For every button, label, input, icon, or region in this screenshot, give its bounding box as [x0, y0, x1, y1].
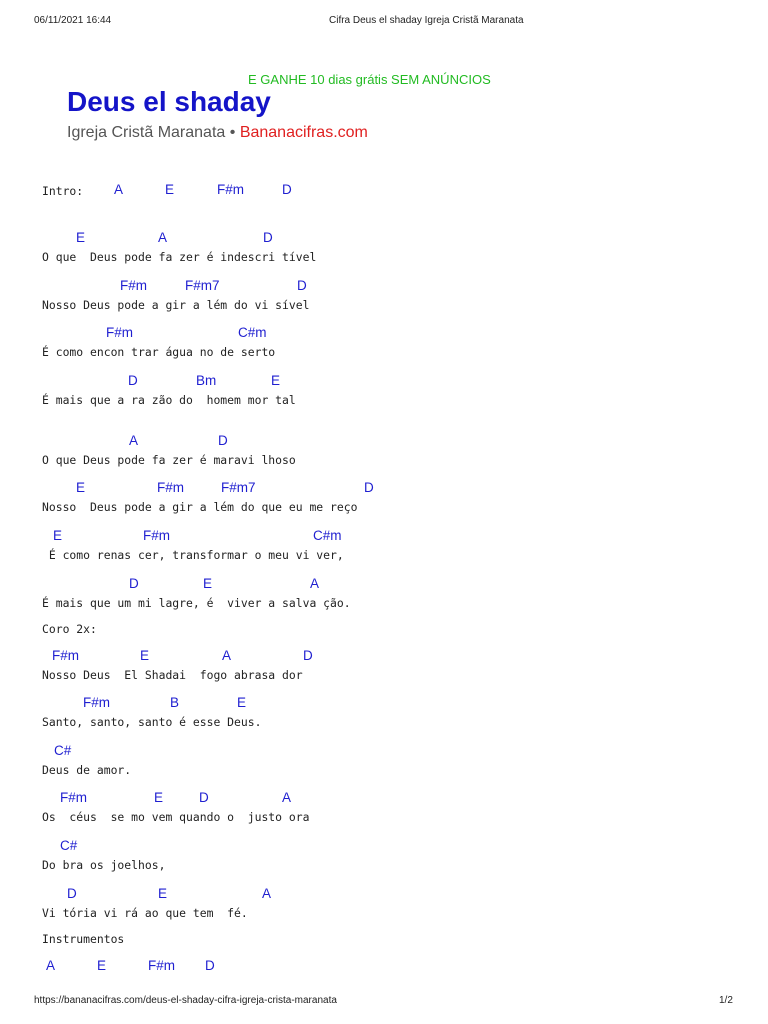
chord: F#m — [143, 528, 170, 543]
chord: D — [282, 182, 292, 197]
lyric-line: Santo, santo, santo é esse Deus. — [42, 715, 262, 729]
chord: F#m — [83, 695, 110, 710]
lyric-line: Nosso Deus El Shadai fogo abrasa dor — [42, 668, 303, 682]
chord: F#m7 — [185, 278, 220, 293]
chord: C# — [60, 838, 78, 853]
lyric-line: É como renas cer, transformar o meu vi ver, — [42, 548, 344, 562]
artist-name[interactable]: Igreja Cristã Maranata — [67, 124, 226, 141]
chord: D — [297, 278, 307, 293]
footer-url[interactable]: https://bananacifras.com/deus-el-shaday-cifra-igreja-crista-maranata — [34, 995, 337, 1006]
song-title: Deus el shaday — [67, 86, 271, 117]
chord: E — [271, 373, 281, 388]
chord: D — [218, 433, 228, 448]
chord: E — [203, 576, 213, 591]
chord: F#m — [52, 648, 79, 663]
chord: D — [205, 958, 215, 973]
chord: E — [76, 480, 86, 495]
lyric-line: Nosso Deus pode a gir a lém do que eu me reço — [42, 500, 358, 514]
chord: A — [222, 648, 232, 663]
chord: D — [67, 886, 77, 901]
print-doc-title: Cifra Deus el shaday Igreja Cristã Maranata — [329, 15, 524, 26]
lyric-line: O que Deus pode fa zer é indescri tível — [42, 250, 317, 264]
chord: F#m7 — [221, 480, 256, 495]
chord: A — [114, 182, 124, 197]
separator-bullet: • — [229, 124, 236, 141]
lyric-line: Vi tória vi rá ao que tem fé. — [42, 906, 248, 920]
chord: A — [262, 886, 272, 901]
chord: A — [158, 230, 168, 245]
page-number: 1/2 — [719, 995, 733, 1006]
intro-label: Intro: — [42, 184, 84, 198]
chord: D — [199, 790, 209, 805]
chord: Bm — [196, 373, 217, 388]
chord: F#m — [106, 325, 133, 340]
chord: E — [140, 648, 150, 663]
intro-row — [0, 182, 768, 202]
lyric-line: Os céus se mo vem quando o justo ora — [42, 810, 310, 824]
chord: D — [129, 576, 139, 591]
instrumentos-label: Instrumentos — [42, 932, 125, 946]
chord: F#m — [60, 790, 87, 805]
chord: E — [97, 958, 107, 973]
chord: F#m — [148, 958, 175, 973]
lyric-line: Deus de amor. — [42, 763, 132, 777]
chord: C#m — [238, 325, 267, 340]
lyric-line: É mais que a ra zão do homem mor tal — [42, 393, 296, 407]
chord: E — [53, 528, 63, 543]
chord: F#m — [120, 278, 147, 293]
chord: E — [158, 886, 168, 901]
lyric-line: É como encon trar água no de serto — [42, 345, 276, 359]
lyric-line: O que Deus pode fa zer é maravi lhoso — [42, 453, 296, 467]
chord: C#m — [313, 528, 342, 543]
promo-link[interactable]: E GANHE 10 dias grátis SEM ANÚNCIOS — [248, 72, 491, 87]
song-subtitle — [67, 124, 368, 142]
chord: D — [263, 230, 273, 245]
lyric-line: É mais que um mi lagre, é viver a salva ção. — [42, 596, 351, 610]
chord: A — [46, 958, 56, 973]
chord: E — [154, 790, 164, 805]
chord: D — [364, 480, 374, 495]
chord: D — [128, 373, 138, 388]
chord: E — [76, 230, 86, 245]
chord: B — [170, 695, 180, 710]
chord: A — [282, 790, 292, 805]
lyric-line: Do bra os joelhos, — [42, 858, 166, 872]
chord: F#m — [217, 182, 244, 197]
chord: F#m — [157, 480, 184, 495]
chord: A — [129, 433, 139, 448]
chord: E — [165, 182, 175, 197]
coro-label: Coro 2x: — [42, 622, 97, 636]
lyric-line: Nosso Deus pode a gir a lém do vi sível — [42, 298, 310, 312]
chord: E — [237, 695, 247, 710]
print-datetime: 06/11/2021 16:44 — [34, 15, 112, 26]
site-link[interactable]: Bananacifras.com — [239, 124, 368, 141]
chord: A — [310, 576, 320, 591]
chord: C# — [54, 743, 72, 758]
chord: D — [303, 648, 313, 663]
